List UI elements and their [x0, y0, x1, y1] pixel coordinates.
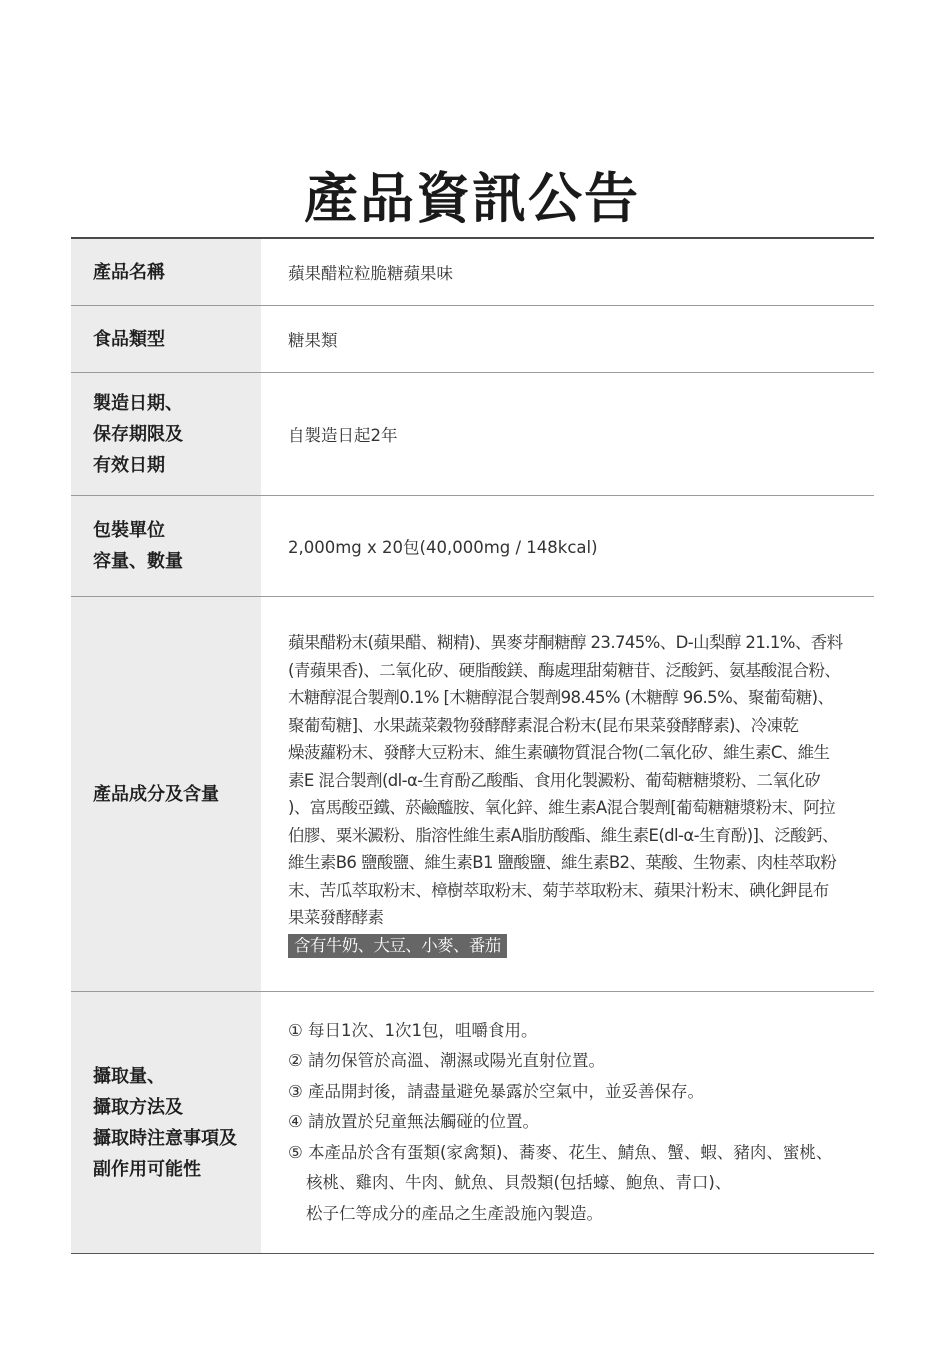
- table-row-expiry: [71, 373, 874, 496]
- ingredients-line: 聚葡萄糖]、水果蔬菜穀物發酵酵素混合粉末(昆布果菜發酵酵素)、冷凍乾: [288, 715, 799, 735]
- note-item: ② 請勿保管於高溫、潮濕或陽光直射位置。: [288, 1051, 606, 1071]
- ingredients-line: )、富馬酸亞鐵、菸鹼醯胺、氧化鋅、維生素A混合製劑[葡萄糖糖漿粉末、阿拉: [288, 798, 836, 817]
- label-line: 製造日期、: [93, 392, 183, 414]
- ingredients-line: 伯膠、粟米澱粉、脂溶性維生素A脂肪酸酯、維生素E(dl-α-生育酚)]、泛酸鈣、: [288, 825, 838, 845]
- note-continuation: 核桃、雞肉、牛肉、魷魚、貝殼類(包括蠔、鮑魚、青口)、: [306, 1173, 732, 1193]
- ingredients-text: [288, 629, 843, 959]
- note-item: ⑤ 本產品於含有蛋類(家禽類)、蕎麥、花生、鯖魚、蟹、蝦、豬肉、蜜桃、: [288, 1142, 833, 1162]
- ingredients-line: 燥菠蘿粉末、發酵大豆粉末、維生素礦物質混合物(二氧化矽、維生素C、維生: [288, 743, 830, 762]
- row-value: [261, 597, 874, 991]
- page-title: 產品資訊公告: [304, 167, 640, 230]
- row-label: 產品成分及含量: [71, 597, 261, 991]
- product-info-table: [71, 237, 874, 1254]
- table-row-ingredients: [71, 597, 874, 992]
- table-row-product-name: [71, 239, 874, 306]
- intake-notes: [288, 1016, 832, 1230]
- row-label: 產品名稱: [71, 239, 261, 305]
- label-line: 保存期限及: [93, 423, 183, 445]
- ingredients-line: (青蘋果香)、二氧化矽、硬脂酸鎂、酶處理甜菊糖苷、泛酸鈣、氨基酸混合粉、: [288, 660, 841, 680]
- label-line: 攝取方法及: [93, 1096, 183, 1118]
- label-line: 攝取時注意事項及: [93, 1127, 237, 1149]
- row-value: 蘋果醋粒粒脆糖蘋果味: [288, 264, 453, 283]
- row-label: 食品類型: [71, 306, 261, 372]
- label-line: 攝取量、: [93, 1065, 165, 1087]
- ingredients-line: 末、苦瓜萃取粉末、樟樹萃取粉末、菊芋萃取粉末、蘋果汁粉末、碘化鉀昆布: [288, 880, 829, 900]
- ingredients-line: 蘋果醋粉末(蘋果醋、糊精)、異麥芽酮糖醇 23.745%、D-山梨醇 21.1%、香料: [288, 633, 843, 652]
- row-value: 2,000mg x 20包(40,000mg / 148kcal): [288, 538, 598, 557]
- table-row-food-type: [71, 306, 874, 373]
- ingredients-line: 果菜發酵酵素: [288, 908, 384, 927]
- row-value: 糖果類: [288, 331, 338, 350]
- note-item: ③ 產品開封後，請盡量避免暴露於空氣中，並妥善保存。: [288, 1081, 705, 1101]
- label-line: 容量、數量: [93, 551, 183, 572]
- label-line: 有效日期: [93, 454, 165, 476]
- row-value: [261, 992, 874, 1253]
- note-item: ① 每日1次、1次1包，咀嚼食用。: [288, 1020, 538, 1040]
- row-label: [71, 373, 261, 495]
- label-line: 副作用可能性: [93, 1158, 201, 1180]
- allergen-badge: 含有牛奶、大豆、小麥、番茄: [288, 934, 507, 958]
- ingredients-line: 木糖醇混合製劑0.1% [木糖醇混合製劑98.45% (木糖醇 96.5%、聚葡萄糖)、: [288, 688, 834, 707]
- ingredients-line: 素E 混合製劑(dl-α-生育酚乙酸酯、食用化製澱粉、葡萄糖糖漿粉、二氧化矽: [288, 770, 821, 790]
- note-item: ④ 請放置於兒童無法觸碰的位置。: [288, 1112, 540, 1132]
- table-row-intake: [71, 992, 874, 1254]
- ingredients-line: 維生素B6 鹽酸鹽、維生素B1 鹽酸鹽、維生素B2、葉酸、生物素、肉桂萃取粉: [288, 853, 837, 872]
- table-row-package: [71, 496, 874, 597]
- label-line: 包裝單位: [93, 520, 165, 541]
- row-label: [71, 992, 261, 1253]
- note-continuation: 松子仁等成分的產品之生產設施內製造。: [306, 1203, 603, 1223]
- row-label: [71, 496, 261, 596]
- row-value: 自製造日起2年: [288, 426, 398, 445]
